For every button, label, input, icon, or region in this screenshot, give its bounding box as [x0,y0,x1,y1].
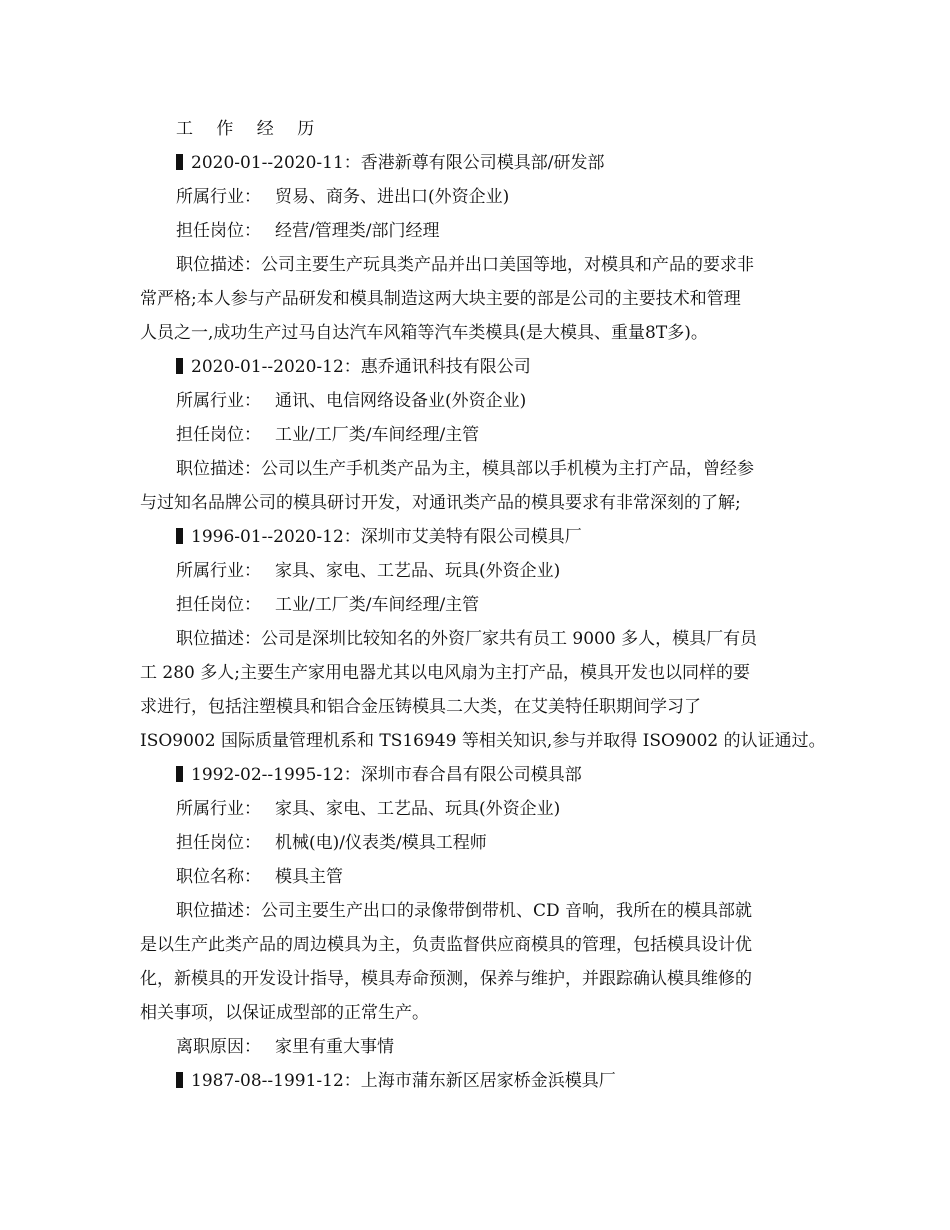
job-title-row [140,1064,820,1098]
leave-reason-row [140,1030,820,1064]
bullet-icon [176,1072,183,1088]
position-row [140,418,820,452]
bullet-icon [176,154,183,170]
description-line: 化，新模具的开发设计指导，模具寿命预测，保养与维护，并跟踪确认模具维修的 [140,969,752,989]
industry-row [140,554,820,588]
description-line: 职位描述：公司以生产手机类产品为主，模具部以手机模为主打产品，曾经参 [176,459,754,479]
job-title: 1992-02--1995-12：深圳市春合昌有限公司模具部 [191,765,582,785]
bullet-icon [176,528,183,544]
bullet-icon [176,358,183,374]
description-line: 相关事项，以保证成型部的正常生产。 [140,1003,429,1023]
position-row [140,588,820,622]
job-name-label: 职位名称： [176,867,261,887]
industry-value: 家具、家电、工艺品、玩具(外资企业) [275,561,561,581]
job-name-row [140,860,820,894]
bullet-icon [176,766,183,782]
position-row [140,214,820,248]
industry-row [140,384,820,418]
job-title: 2020-01--2020-11：香港新尊有限公司模具部/研发部 [191,153,605,173]
industry-label: 所属行业： [176,187,261,207]
document-body [140,112,826,1098]
industry-value: 贸易、商务、进出口(外资企业) [275,187,510,207]
description-line: 工 280 多人;主要生产家用电器尤其以电风扇为主打产品，模具开发也以同样的要 [140,663,750,683]
leave-reason-value: 家里有重大事情 [275,1037,394,1057]
industry-row [140,792,820,826]
description-line: 职位描述：公司主要生产玩具类产品并出口美国等地，对模具和产品的要求非 [176,255,754,275]
job-title-row [140,146,820,180]
job-title: 1987-08--1991-12：上海市蒲东新区居家桥金浜模具厂 [191,1071,616,1091]
job-name-value: 模具主管 [275,867,343,887]
industry-value: 家具、家电、工艺品、玩具(外资企业) [275,799,561,819]
description-line: 求进行，包括注塑模具和铝合金压铸模具二大类，在艾美特任职期间学习了 [140,697,701,717]
description-line: 与过知名品牌公司的模具研讨开发，对通讯类产品的模具要求有非常深刻的了解; [140,493,741,513]
industry-label: 所属行业： [176,391,261,411]
description-line: 是以生产此类产品的周边模具为主，负责监督供应商模具的管理，包括模具设计优 [140,935,752,955]
industry-label: 所属行业： [176,799,261,819]
leave-reason-label: 离职原因： [176,1037,261,1057]
position-value: 机械(电)/仪表类/模具工程师 [275,833,487,853]
job-title: 2020-01--2020-12：惠乔通讯科技有限公司 [191,357,531,377]
description-line: 人员之一,成功生产过马自达汽车风箱等汽车类模具(是大模具、重量8T多)。 [140,323,708,343]
position-label: 担任岗位： [176,833,261,853]
job-title-row [140,350,820,384]
industry-label: 所属行业： [176,561,261,581]
position-label: 担任岗位： [176,425,261,445]
description-line: ISO9002 国际质量管理机系和 TS16949 等相关知识,参与并取得 ISO9002 的认证通过。 [140,731,826,751]
description-line: 职位描述：公司主要生产出口的录像带倒带机、CD 音响，我所在的模具部就 [176,901,753,921]
industry-value: 通讯、电信网络设备业(外资企业) [275,391,527,411]
description-line: 常严格;本人参与产品研发和模具制造这两大块主要的部是公司的主要技术和管理 [140,289,741,309]
section-heading: 工 作 经 历 [176,119,324,139]
job-title-row [140,520,820,554]
position-label: 担任岗位： [176,221,261,241]
position-label: 担任岗位： [176,595,261,615]
position-value: 经营/管理类/部门经理 [275,221,440,241]
job-title: 1996-01--2020-12：深圳市艾美特有限公司模具厂 [191,527,582,547]
position-value: 工业/工厂类/车间经理/主管 [275,595,480,615]
industry-row [140,180,820,214]
position-row [140,826,820,860]
job-title-row [140,758,820,792]
position-value: 工业/工厂类/车间经理/主管 [275,425,480,445]
description-line: 职位描述：公司是深圳比较知名的外资厂家共有员工 9000 多人，模具厂有员 [176,629,758,649]
